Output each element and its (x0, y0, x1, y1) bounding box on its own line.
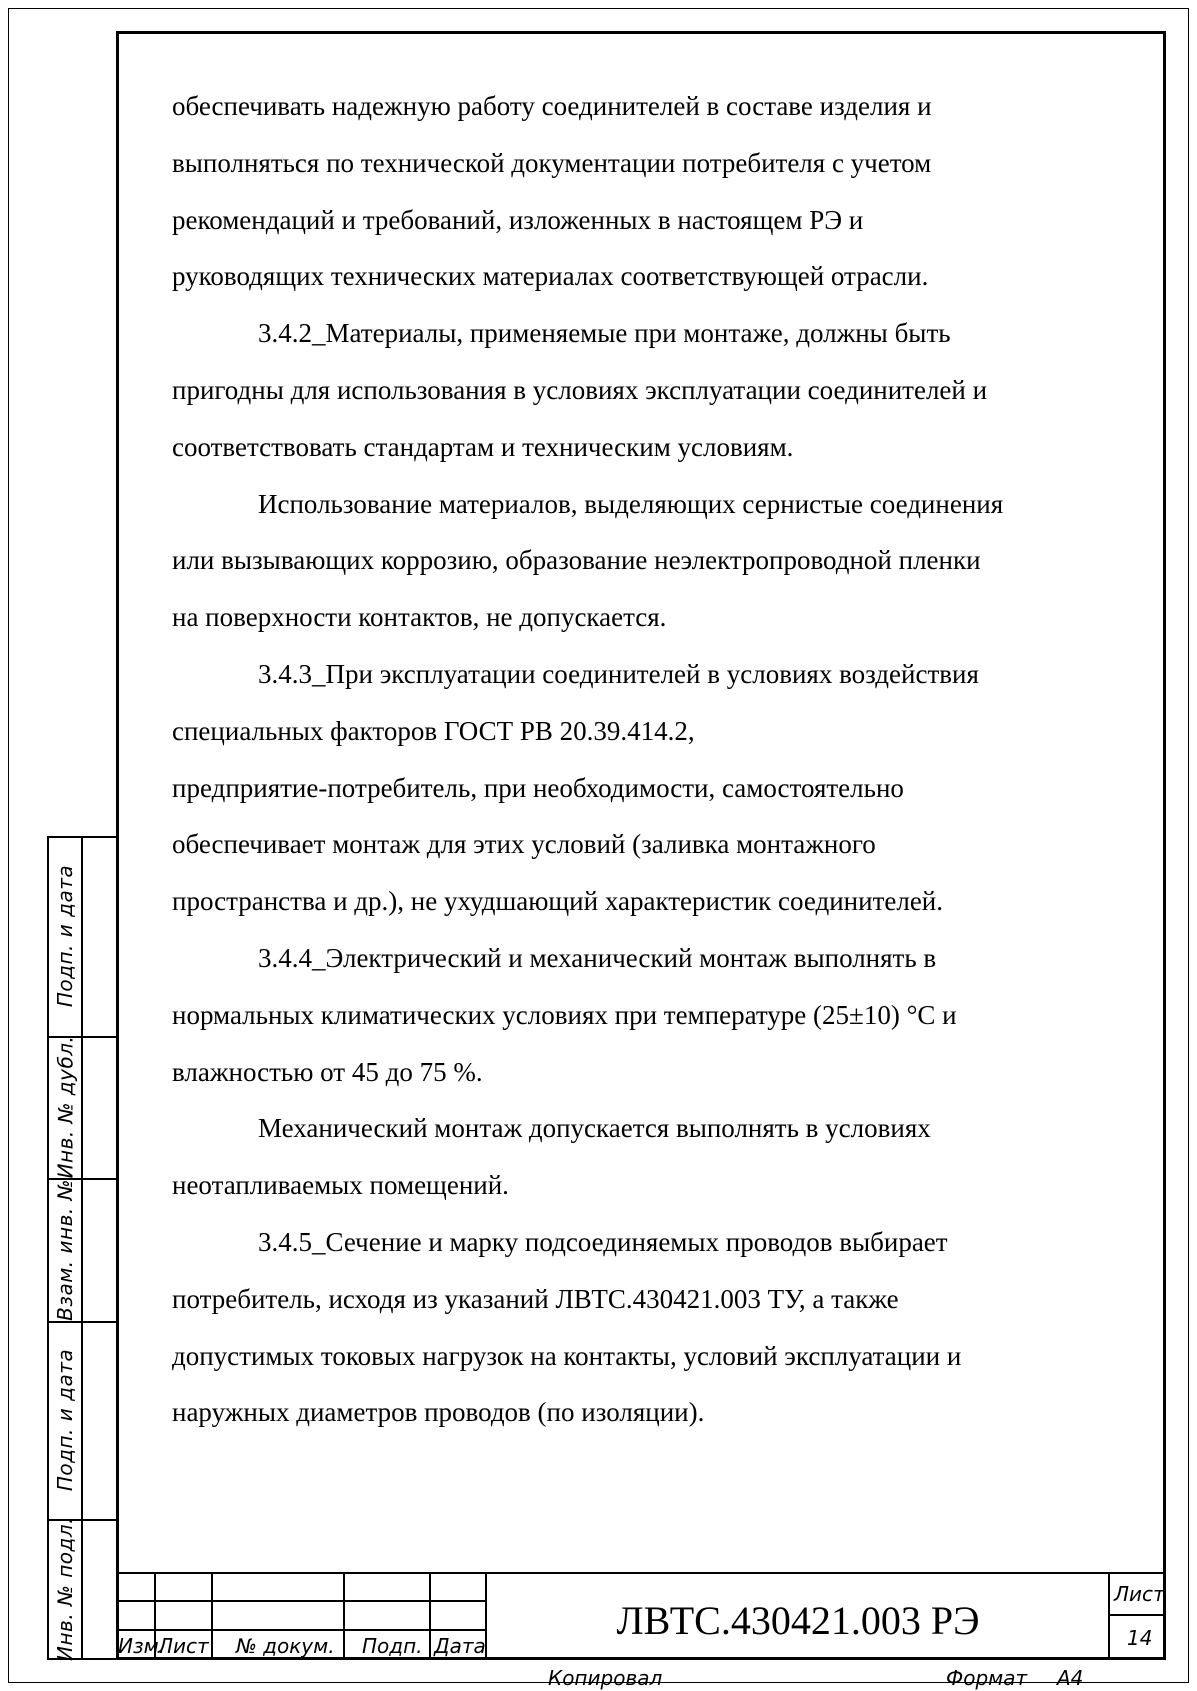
footer-format-value: А4 (1057, 1666, 1084, 1690)
label-podp: Подп. (362, 1634, 423, 1658)
text-line: обеспечивать надежную работу соединителей в составе изделия и (172, 91, 932, 121)
text-line: соответствовать стандартам и техническим условиям. (172, 431, 794, 462)
label-izm: Изм. (118, 1634, 166, 1658)
text-line: допустимых токовых нагрузок на контакты, условий эксплуатации и (172, 1340, 962, 1371)
label-sheet: Лист (1114, 1582, 1165, 1606)
text-line: нормальных климатических условиях при температуре (25±10) °С и (172, 999, 957, 1030)
title-block-top-line (116, 1572, 1166, 1574)
text-line: 3.4.2_Материалы, применяемые при монтаже, должны быть (258, 318, 951, 349)
text-line: на поверхности контактов, не допускается. (172, 602, 667, 633)
side-stamp (47, 836, 116, 1660)
title-block-col-line (429, 1572, 431, 1660)
sheet-number: 14 (1127, 1626, 1153, 1650)
title-block-col-line (1108, 1572, 1110, 1660)
text-line: или вызывающих коррозию, образование неэлектропроводной пленки (172, 545, 981, 576)
text-line: Использование материалов, выделяющих сернистые соединения (258, 488, 1004, 519)
label-data: Дата (434, 1634, 486, 1658)
text-line: руководящих технических материалах соответствующей отрасли. (172, 261, 929, 292)
title-block-sheet-line (1108, 1614, 1166, 1616)
text-line: 3.4.3_При эксплуатации соединителей в условиях воздействия (258, 658, 979, 689)
text-line: пространства и др.), не ухудшающий характеристик соединителей. (172, 886, 944, 917)
text-line: предприятие-потребитель, при необходимости, самостоятельно (172, 772, 904, 803)
footer-format-label: Формат (946, 1666, 1028, 1690)
side-stamp-vzam-inv: Взам. инв. № (53, 1178, 78, 1321)
text-line: 3.4.4_Электрический и механический монтаж выполнять в (258, 942, 937, 973)
text-line: пригодны для использования в условиях эксплуатации соединителей и (172, 374, 988, 405)
side-stamp-sign-date-2: Подп. и дата (53, 1348, 77, 1492)
side-stamp-inv-podl: Инв. № подл. (53, 1516, 78, 1661)
side-stamp-sign-date-1: Подп. и дата (53, 864, 77, 1008)
side-stamp-inv-dubl: Инв. № дубл. (53, 1035, 77, 1179)
title-block-col-line (343, 1572, 345, 1660)
text-line: потребитель, исходя из указаний ЛВТС.430421.003 ТУ, а также (172, 1283, 899, 1314)
document-designation: ЛВТС.430421.003 РЭ (616, 1597, 980, 1643)
text-line: Механический монтаж допускается выполнять в условиях (258, 1113, 931, 1144)
title-block-col-line (211, 1572, 213, 1660)
text-line: обеспечивает монтаж для этих условий (заливка монтажного (172, 829, 876, 860)
text-line: выполняться по технической документации потребителя с учетом (172, 147, 932, 178)
footer-copied: Копировал (548, 1666, 663, 1690)
text-line: неотапливаемых помещений. (172, 1170, 509, 1201)
text-line: наружных диаметров проводов (по изоляции). (172, 1397, 705, 1428)
text-line: специальных факторов ГОСТ РВ 20.39.414.2, (172, 715, 695, 746)
text-line: 3.4.5_Сечение и марку подсоединяемых проводов выбирает (258, 1226, 948, 1257)
label-doc-no: № докум. (236, 1634, 335, 1658)
label-list: Лист (158, 1634, 209, 1658)
document-body (172, 78, 1102, 1441)
text-line: рекомендаций и требований, изложенных в настоящем РЭ и (172, 204, 864, 235)
text-line: влажностью от 45 до 75 %. (172, 1056, 483, 1087)
